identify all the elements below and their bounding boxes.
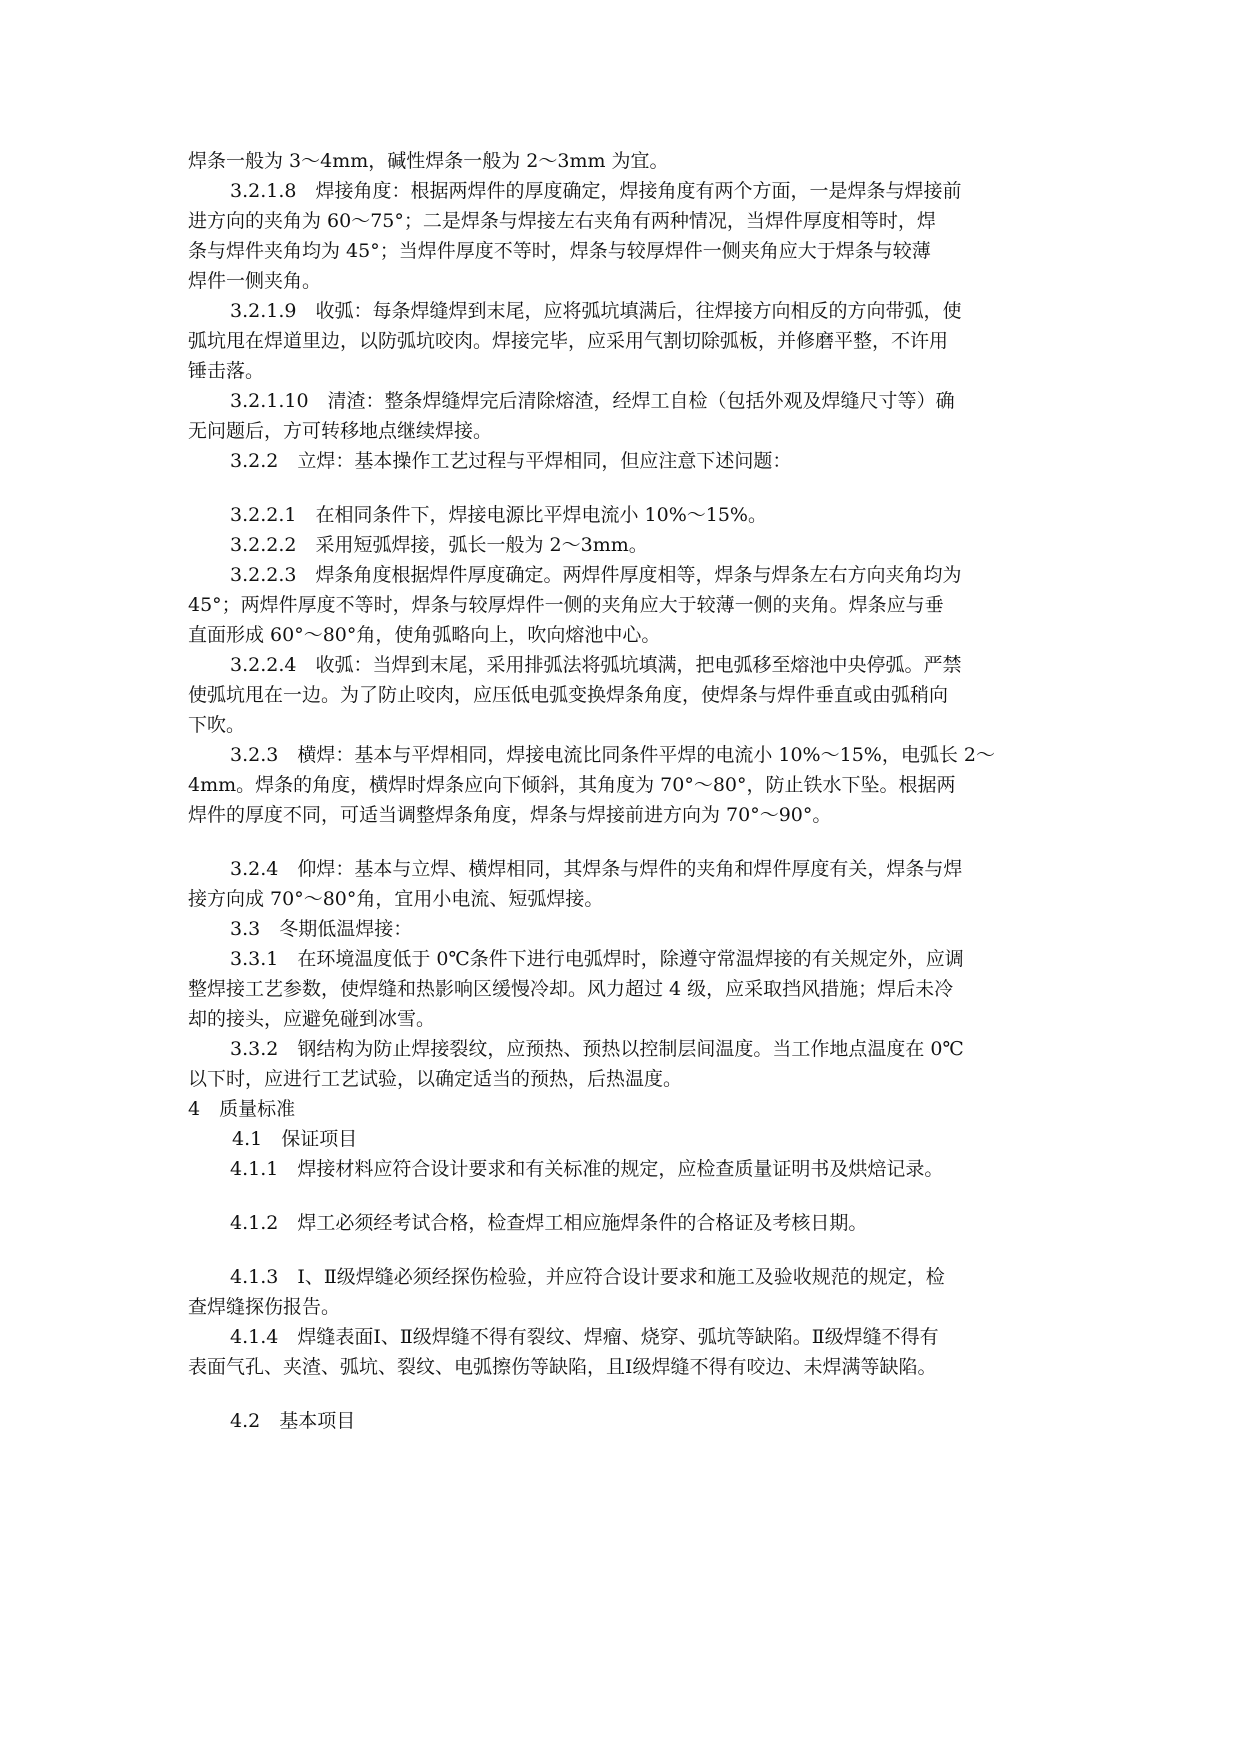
clause-4-1-2: 4.1.2 焊工必须经考试合格，检查焊工相应施焊条件的合格证及考核日期。 [230,1212,868,1234]
text-line: 无问题后，方可转移地点继续焊接。 [188,420,493,442]
clause-3-2-2-3: 3.2.2.3 焊条角度根据焊件厚度确定。两焊件厚度相等，焊条与焊条左右方向夹角均为 [230,564,962,586]
text-line: 弧坑甩在焊道里边，以防弧坑咬肉。焊接完毕，应采用气割切除弧板，并修磨平整，不许用 [188,330,949,352]
clause-3-3-1: 3.3.1 在环境温度低于 0℃条件下进行电弧焊时，除遵守常温焊接的有关规定外，应调 [230,948,964,970]
text-line: 条与焊件夹角均为 45°；当焊件厚度不等时，焊条与较厚焊件一侧夹角应大于焊条与较薄 [188,240,931,262]
clause-3-2-1-9: 3.2.1.9 收弧：每条焊缝焊到末尾，应将弧坑填满后，往焊接方向相反的方向带弧，使 [230,300,962,322]
clause-3-2-2-4: 3.2.2.4 收弧：当焊到末尾，采用排弧法将弧坑填满，把电弧移至熔池中央停弧。严禁 [230,654,962,676]
text-line: 焊件的厚度不同，可适当调整焊条角度，焊条与焊接前进方向为 70°～90°。 [188,804,832,826]
text-line: 却的接头，应避免碰到冰雪。 [188,1008,436,1030]
clause-4-1: 4.1 保证项目 [232,1128,358,1150]
text-line: 锤击落。 [188,360,265,382]
spacer [188,830,1066,854]
clause-3-2-1-8: 3.2.1.8 焊接角度：根据两焊件的厚度确定，焊接角度有两个方面，一是焊条与焊接前 [230,180,962,202]
text-line: 直面形成 60°～80°角，使角弧略向上，吹向熔池中心。 [188,624,661,646]
clause-4-1-1: 4.1.1 焊接材料应符合设计要求和有关标准的规定，应检查质量证明书及烘焙记录。 [230,1158,944,1180]
section-heading-4: 4 质量标准 [188,1098,296,1120]
document-page [188,146,1066,1436]
text-line: 45°；两焊件厚度不等时，焊条与较厚焊件一侧的夹角应大于较薄一侧的夹角。焊条应与垂 [188,594,944,616]
text-line: 焊条一般为 3～4mm，碱性焊条一般为 2～3mm 为宜。 [188,150,669,172]
spacer [188,476,1066,500]
text-line: 以下时，应进行工艺试验，以确定适当的预热，后热温度。 [188,1068,683,1090]
spacer [188,1184,1066,1208]
clause-3-2-1-10: 3.2.1.10 清渣：整条焊缝焊完后清除熔渣，经焊工自检（包括外观及焊缝尺寸等）确 [230,390,955,412]
clause-3-3: 3.3 冬期低温焊接： [230,918,413,940]
clause-3-3-2: 3.3.2 钢结构为防止焊接裂纹，应预热、预热以控制层间温度。当工作地点温度在 0℃ [230,1038,964,1060]
spacer [188,1382,1066,1406]
text-line: 焊件一侧夹角。 [188,270,322,292]
clause-3-2-2-2: 3.2.2.2 采用短弧焊接，弧长一般为 2～3mm。 [230,534,648,556]
clause-4-1-3: 4.1.3 Ⅰ、Ⅱ级焊缝必须经探伤检验，并应符合设计要求和施工及验收规范的规定，检 [230,1266,945,1288]
text-line: 接方向成 70°～80°角，宜用小电流、短弧焊接。 [188,888,604,910]
text-line: 下吹。 [188,714,246,736]
text-line: 查焊缝探伤报告。 [188,1296,341,1318]
clause-3-2-2-1: 3.2.2.1 在相同条件下，焊接电源比平焊电流小 10%～15%。 [230,504,767,526]
text-line: 使弧坑甩在一边。为了防止咬肉，应压低电弧变换焊条角度，使焊条与焊件垂直或由弧稍向 [188,684,949,706]
clause-3-2-3: 3.2.3 横焊：基本与平焊相同，焊接电流比同条件平焊的电流小 10%～15%，电弧长 2～ [230,744,995,766]
text-line: 整焊接工艺参数，使焊缝和热影响区缓慢冷却。风力超过 4 级，应采取挡风措施；焊后未冷 [188,978,954,1000]
clause-3-2-2: 3.2.2 立焊：基本操作工艺过程与平焊相同，但应注意下述问题： [230,450,792,472]
clause-4-2: 4.2 基本项目 [230,1410,356,1432]
clause-4-1-4: 4.1.4 焊缝表面Ⅰ、Ⅱ级焊缝不得有裂纹、焊瘤、烧穿、弧坑等缺陷。Ⅱ级焊缝不得有 [230,1326,939,1348]
text-line: 表面气孔、夹渣、弧坑、裂纹、电弧擦伤等缺陷，且Ⅰ级焊缝不得有咬边、未焊满等缺陷。 [188,1356,937,1378]
text-line: 4mm。焊条的角度，横焊时焊条应向下倾斜，其角度为 70°～80°，防止铁水下坠。根据两 [188,774,956,796]
clause-3-2-4: 3.2.4 仰焊：基本与立焊、横焊相同，其焊条与焊件的夹角和焊件厚度有关，焊条与焊 [230,858,963,880]
text-line: 进方向的夹角为 60～75°；二是焊条与焊接左右夹角有两种情况，当焊件厚度相等时，焊 [188,210,936,232]
spacer [188,1238,1066,1262]
